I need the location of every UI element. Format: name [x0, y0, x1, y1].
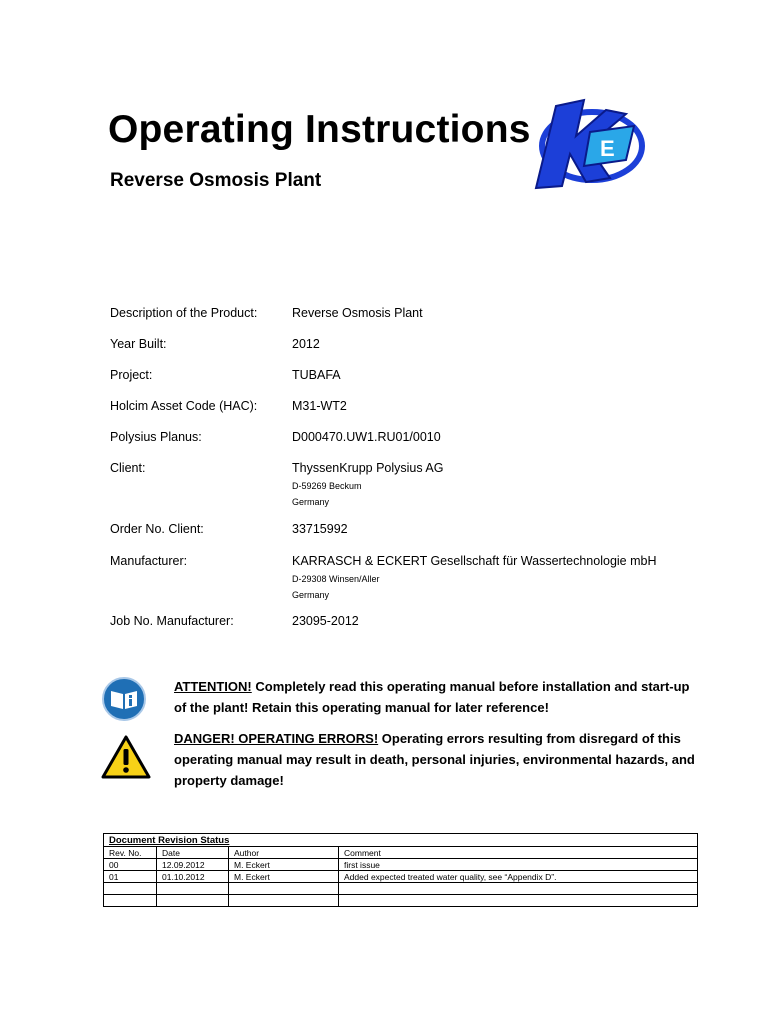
table-cell: [339, 895, 698, 907]
column-header: Author: [229, 847, 339, 859]
client-value: ThyssenKrupp Polysius AG: [292, 461, 444, 475]
column-header: Comment: [339, 847, 698, 859]
table-row: [104, 895, 698, 907]
order-value: 33715992: [292, 522, 348, 536]
order-label: Order No. Client:: [110, 522, 204, 536]
revision-title-row: [104, 834, 698, 847]
table-row: [104, 871, 698, 883]
manufacturer-label: Manufacturer:: [110, 554, 188, 568]
year-value: 2012: [292, 337, 320, 351]
ke-logo: [526, 96, 650, 190]
danger-heading: DANGER! OPERATING ERRORS!: [174, 731, 379, 746]
table-cell: [339, 883, 698, 895]
attention-heading: ATTENTION!: [174, 679, 252, 694]
client-country: Germany: [292, 497, 330, 507]
column-header: Rev. No.: [104, 847, 157, 859]
table-cell: 00: [104, 859, 157, 871]
table-cell: [229, 883, 339, 895]
table-row: [104, 883, 698, 895]
table-cell: 01: [104, 871, 157, 883]
job-value: 23095-2012: [292, 614, 359, 628]
project-label: Project:: [110, 368, 153, 382]
table-cell: [157, 895, 229, 907]
job-label: Job No. Manufacturer:: [110, 614, 234, 628]
description-label: Description of the Product:: [110, 306, 258, 320]
table-cell: 12.09.2012: [157, 859, 229, 871]
column-header: Date: [157, 847, 229, 859]
table-cell: 01.10.2012: [157, 871, 229, 883]
manual-info-icon: [101, 676, 147, 722]
page-subtitle: Reverse Osmosis Plant: [110, 170, 322, 191]
table-cell: first issue: [339, 859, 698, 871]
table-cell: M. Eckert: [229, 859, 339, 871]
table-cell: Added expected treated water quality, see “Appendix D”.: [339, 871, 698, 883]
page-title: Operating Instructions: [108, 108, 531, 151]
client-city: D-59269 Beckum: [292, 481, 362, 491]
client-label: Client:: [110, 461, 146, 475]
attention-text: Completely read this operating manual before installation and start-up of the plant! Retain this operating manual for later reference!: [174, 679, 690, 715]
danger-notice: [174, 728, 704, 791]
planus-value: D000470.UW1.RU01/0010: [292, 430, 441, 444]
table-cell: [157, 883, 229, 895]
description-value: Reverse Osmosis Plant: [292, 306, 423, 320]
revision-table: [103, 833, 698, 907]
hac-label: Holcim Asset Code (HAC):: [110, 399, 258, 413]
revision-header-row: [104, 847, 698, 859]
table-cell: [104, 883, 157, 895]
revision-table-title: Document Revision Status: [104, 834, 698, 847]
manufacturer-value: KARRASCH & ECKERT Gesellschaft für Wassertechnologie mbH: [292, 554, 657, 568]
table-cell: M. Eckert: [229, 871, 339, 883]
table-cell: [229, 895, 339, 907]
project-value: TUBAFA: [292, 368, 341, 382]
warning-triangle-icon: [100, 734, 152, 780]
attention-notice: [174, 676, 704, 718]
table-row: [104, 859, 698, 871]
year-label: Year Built:: [110, 337, 167, 351]
danger-text: Operating errors resulting from disregard of this operating manual may result in death, personal injuries, environmental hazards, and property damage!: [174, 731, 695, 788]
manufacturer-city: D-29308 Winsen/Aller: [292, 574, 380, 584]
planus-label: Polysius Planus:: [110, 430, 202, 444]
svg-text:E: E: [600, 136, 615, 161]
table-cell: [104, 895, 157, 907]
manufacturer-country: Germany: [292, 590, 330, 600]
hac-value: M31-WT2: [292, 399, 347, 413]
